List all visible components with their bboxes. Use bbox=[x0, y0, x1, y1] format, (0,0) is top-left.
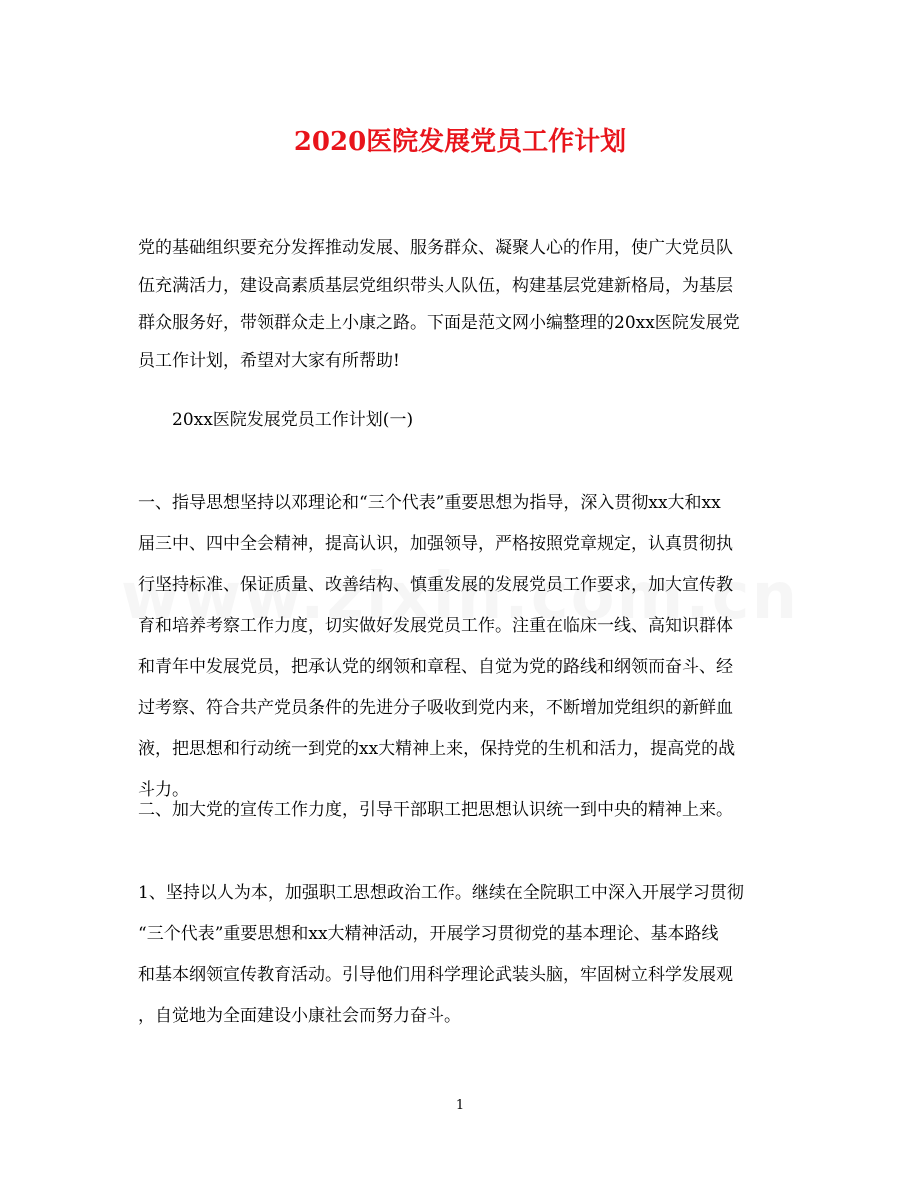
item-1-paragraph bbox=[138, 873, 778, 1037]
text-line: 一、指导思想坚持以邓理论和“三个代表”重要思想为指导，深入贯彻xx大和xx bbox=[138, 493, 721, 513]
text-line: 员工作计划，希望对大家有所帮助! bbox=[138, 350, 400, 371]
text-line: 过考察、符合共产党员条件的先进分子吸收到党内来，不断增加党组织的新鲜血 bbox=[138, 698, 733, 718]
text-line: “三个代表”重要思想和xx大精神活动，开展学习贯彻党的基本理论、基本路线 bbox=[138, 924, 719, 944]
text-line: 1、坚持以人为本，加强职工思想政治工作。继续在全院职工中深入开展学习贯彻 bbox=[138, 883, 744, 903]
text-line: 群众服务好，带领群众走上小康之路。下面是范文网小编整理的20xx医院发展党 bbox=[138, 313, 740, 333]
page-number: 1 bbox=[455, 1098, 465, 1113]
subheading bbox=[172, 400, 812, 440]
text-line: 届三中、四中全会精神，提高认识，加强领导，严格按照党章规定，认真贯彻执 bbox=[138, 534, 733, 554]
intro-paragraph bbox=[138, 230, 778, 380]
text-line: 液，把思想和行动统一到党的xx大精神上来，保持党的生机和活力，提高党的战 bbox=[138, 739, 736, 759]
text-line: ，自觉地为全面建设小康社会而努力奋斗。 bbox=[138, 1006, 461, 1026]
text-line: 党的基础组织要充分发挥推动发展、服务群众、凝聚人心的作用，使广大党员队 bbox=[138, 238, 733, 258]
section-1-paragraph bbox=[138, 483, 778, 811]
text-line: 和青年中发展党员，把承认党的纲领和章程、自觉为党的路线和纲领而奋斗、经 bbox=[138, 657, 733, 677]
section-2-paragraph bbox=[138, 790, 778, 830]
text-line: 斗力。 bbox=[138, 780, 189, 800]
text-line: 行坚持标准、保证质量、改善结构、慎重发展的发展党员工作要求，加大宣传教 bbox=[138, 575, 733, 595]
text-line: 育和培养考察工作力度，切实做好发展党员工作。注重在临床一线、高知识群体 bbox=[138, 616, 733, 636]
text-line: 二、加大党的宣传工作力度，引导干部职工把思想认识统一到中央的精神上来。 bbox=[138, 800, 733, 820]
subheading-text: 20xx医院发展党员工作计划(一) bbox=[172, 410, 414, 430]
text-line: 和基本纲领宣传教育活动。引导他们用科学理论武装头脑，牢固树立科学发展观 bbox=[138, 965, 733, 985]
text-line: 伍充满活力，建设高素质基层党组织带头人队伍，构建基层党建新格局，为基层 bbox=[138, 275, 733, 296]
document-title: 2020医院发展党员工作计划 bbox=[293, 127, 627, 157]
